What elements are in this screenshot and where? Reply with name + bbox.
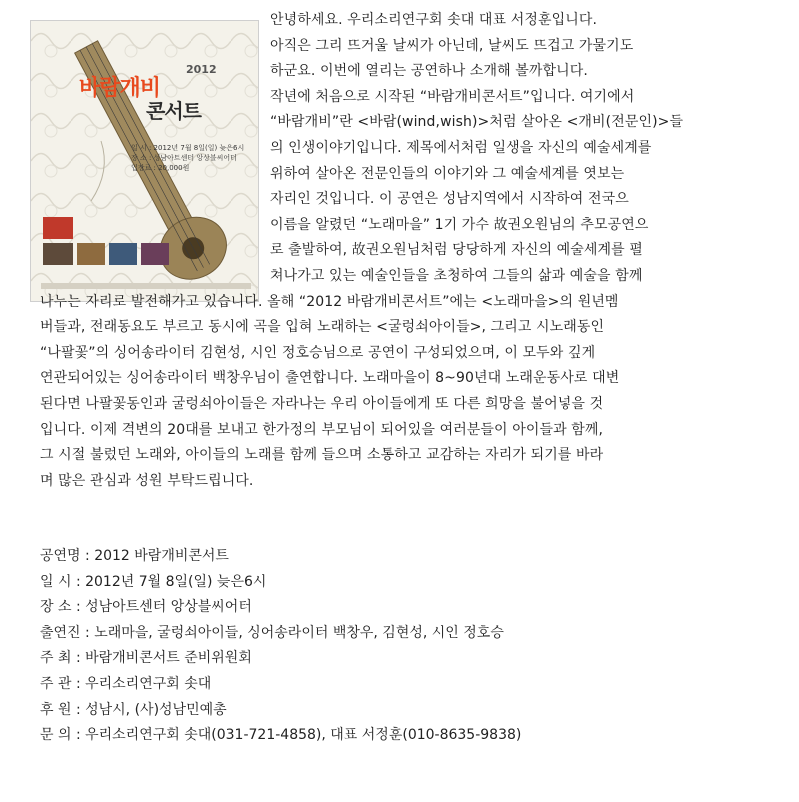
body-line: 로 출발하여, 故권오원님처럼 당당하게 자신의 예술세계를 펼 — [270, 242, 643, 259]
detail-sponsor: 후 원 : 성남시, (사)성남민예총 — [40, 701, 227, 718]
body-line: 된다면 나팔꽃동인과 굴렁쇠아이들은 자라나는 우리 아이들에게 또 다른 희망을 불어넣을 것 — [40, 395, 604, 412]
body-line: “바람개비”란 <바람(wind,wish)>처럼 살아온 <개비(전문인)>들 — [270, 114, 684, 131]
body-line: 위하여 살아온 전문인들의 이야기와 그 예술세계를 엿보는 — [270, 165, 625, 182]
detail-title: 공연명 : 2012 바람개비콘서트 — [40, 548, 229, 564]
body-line: “나팔꽃”의 싱어송라이터 김현성, 시인 정호승님으로 공연이 구성되었으며, 이 모두와 깊게 — [40, 344, 596, 361]
body-line: 연관되어있는 싱어송라이터 백창우님이 출연합니다. 노래마을이 8~90년대 노래운동사로 대변 — [40, 370, 620, 387]
detail-date: 일 시 : 2012년 7월 8일(일) 늦은6시 — [40, 573, 267, 590]
introduction-text — [40, 8, 752, 494]
body-line: 나누는 자리로 발전해가고 있습니다. 올해 “2012 바람개비콘서트”에는 <노래마을>의 원년멤 — [40, 293, 619, 310]
detail-contact: 문 의 : 우리소리연구회 솟대(031-721-4858), 대표 서정훈(010-8635-9838) — [40, 727, 522, 744]
body-line: 그 시절 불렀던 노래와, 아이들의 노래를 함께 들으며 소통하고 교감하는 자리가 되기를 바라 — [40, 447, 604, 464]
event-details — [40, 543, 752, 748]
poster-title-line1: 바람개비 — [79, 76, 161, 101]
poster-title-line2: 콘서트 — [146, 99, 201, 123]
body-line: 아직은 그리 뜨거울 날씨가 아닌데, 날씨도 뜨겁고 가물기도 — [270, 37, 634, 54]
detail-performers: 출연진 : 노래마을, 굴렁쇠아이들, 싱어송라이터 백창우, 김현성, 시인 정호승 — [40, 624, 504, 641]
detail-venue: 장 소 : 성남아트센터 앙상블씨어터 — [40, 599, 252, 616]
body-line: 입니다. 이제 격변의 20대를 보내고 한가정의 부모님이 되어있을 여러분들이 아이들과 함께, — [40, 421, 604, 438]
body-line: 의 인생이야기입니다. 제목에서처럼 일생을 자신의 예술세계를 — [270, 139, 652, 156]
body-line: 쳐나가고 있는 예술인들을 초청하여 그들의 삶과 예술을 함께 — [270, 267, 643, 284]
body-line: 하군요. 이번에 열리는 공연하나 소개해 볼까합니다. — [270, 63, 588, 80]
poster-info-line: 일 시 : 2012년 7월 8일(일) 늦은6시 — [131, 144, 245, 152]
body-line: 며 많은 관심과 성원 부탁드립니다. — [40, 472, 254, 489]
poster-info-line: 입장료 : 20,000원 — [131, 164, 190, 172]
detail-organizer: 주 관 : 우리소리연구회 솟대 — [40, 675, 212, 692]
body-line: 안녕하세요. 우리소리연구회 솟대 대표 서정훈입니다. — [270, 12, 598, 28]
poster-info-line: 장 소 : 성남아트센터 앙상블씨어터 — [131, 154, 237, 162]
detail-host: 주 최 : 바람개비콘서트 준비위원회 — [40, 650, 252, 667]
body-line: 작년에 처음으로 시작된 “바람개비콘서트”입니다. 여기에서 — [270, 88, 635, 105]
body-line: 자리인 것입니다. 이 공연은 성남지역에서 시작하여 전국으 — [270, 191, 629, 208]
body-line: 버들과, 전래동요도 부르고 동시에 곡을 입혀 노래하는 <굴렁쇠아이들>, 그리고 시노래동인 — [40, 319, 605, 336]
poster-year: 2012 — [186, 63, 217, 76]
body-line: 이름을 알렸던 “노래마을” 1기 가수 故권오원님의 추모공연으 — [270, 216, 649, 233]
